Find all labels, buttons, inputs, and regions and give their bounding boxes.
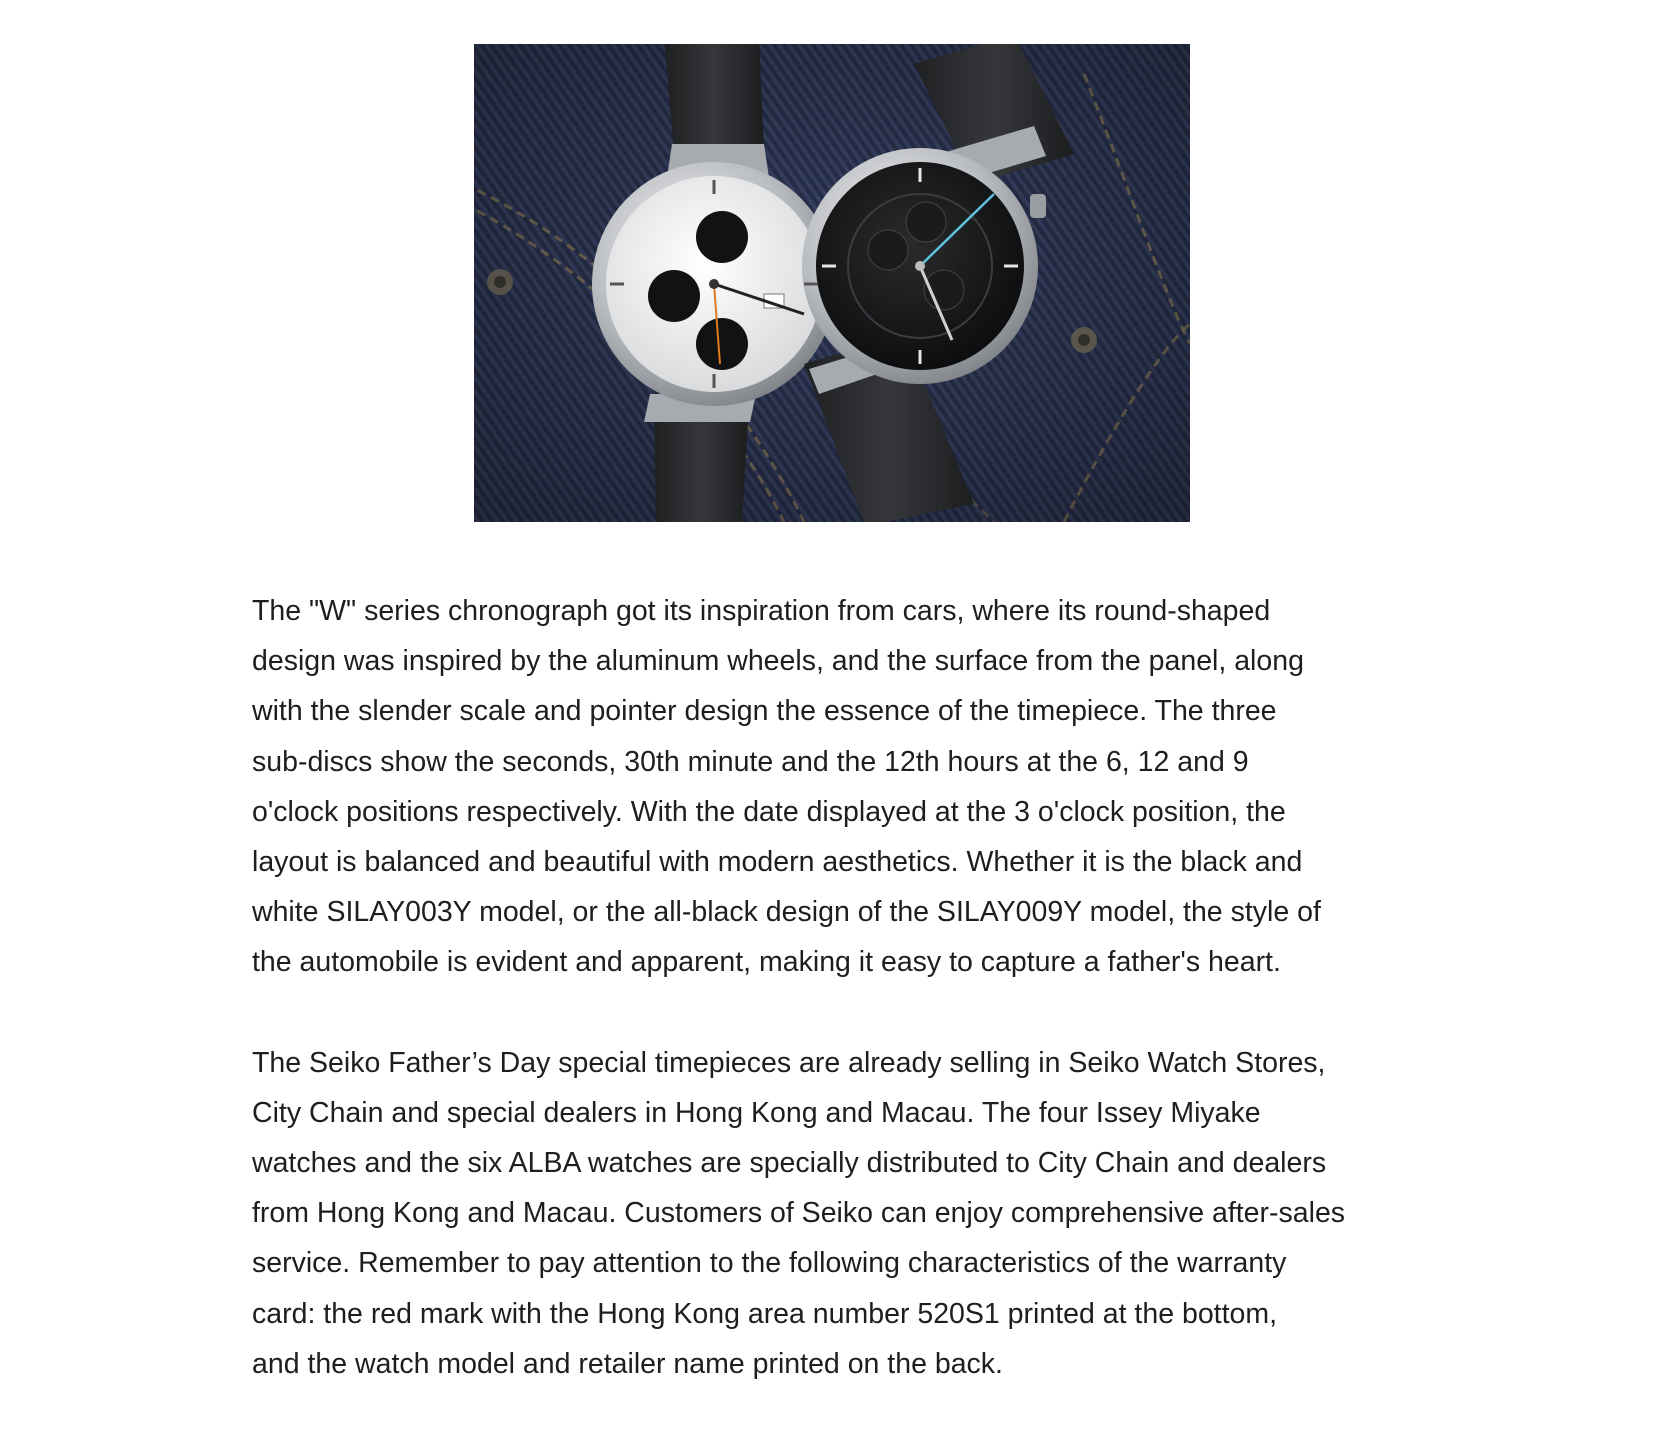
paragraph-chronograph-design: The "W" series chronograph got its inspiration from cars, where its round-shaped design was inspired by the aluminum wheels, and the surface from the panel, along with the slender scale and pointer design the essence of the timepiece. The three sub-discs show the seconds, 30th minute and the 12th hours at the 6, 12 and 9 o'clock positions respectively. With the date displayed at the 3 o'clock position, the layout is balanced and beautiful with modern aesthetics. Whether it is the black and white SILAY003Y model, or the all-black design of the SILAY009Y model, the style of the automobile is evident and apparent, making it easy to capture a father's heart. — [252, 595, 1321, 979]
paragraph-availability-warranty: The Seiko Father’s Day special timepieces are already selling in Seiko Watch Stores, City Chain and special dealers in Hong Kong and Macau. The four Issey Miyake watches and the six ALBA watches are specially distributed to City Chain and dealers from Hong Kong and Macau. Customers of Seiko can enjoy comprehensive after-sales service. Remember to pay attention to the following characteristics of the warranty card: the red mark with the Hong Kong area number 520S1 printed at the bottom, and the watch model and retailer name printed on the back. — [252, 1046, 1346, 1380]
watch-photo-illustration — [474, 44, 1190, 522]
watch-product-photo — [474, 44, 1190, 522]
article-body — [252, 586, 1432, 1389]
